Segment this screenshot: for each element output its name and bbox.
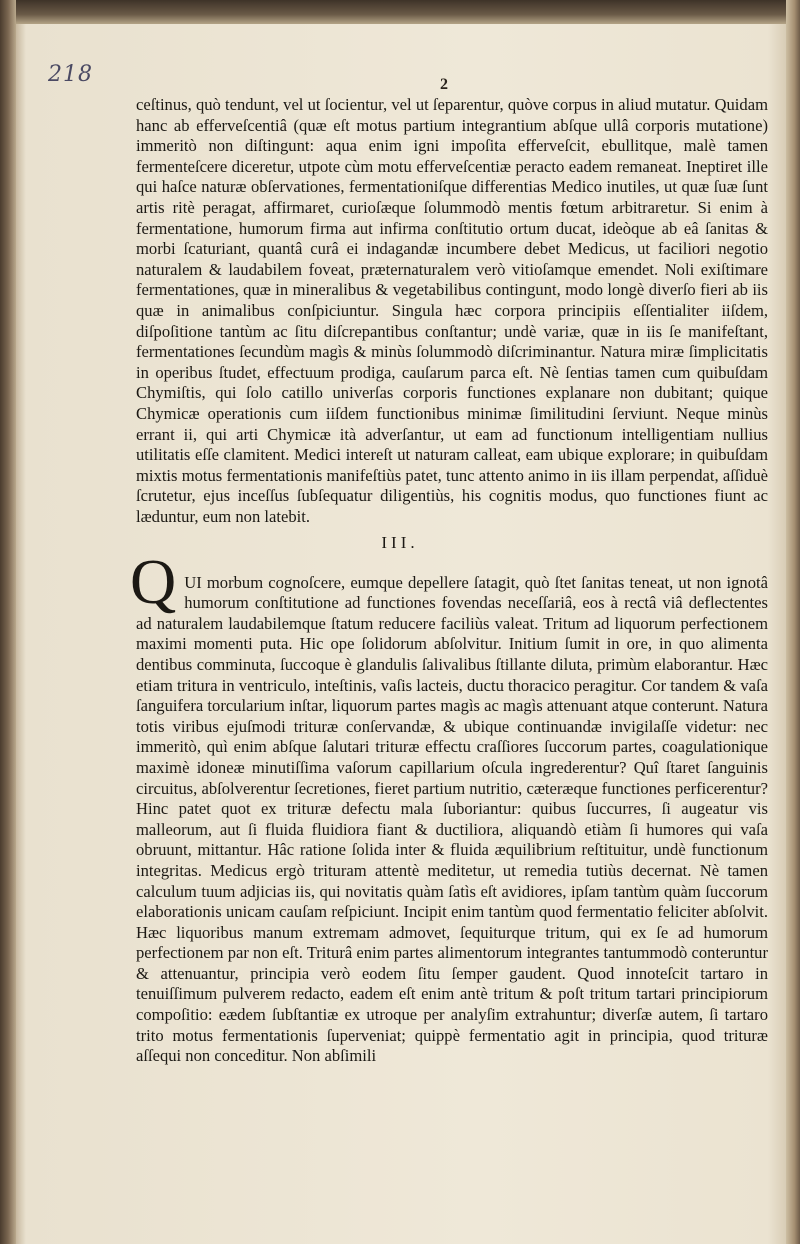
folio-number: 218 xyxy=(48,62,93,87)
paragraph-1: ceſtinus, quò tendunt, vel ut ſocientur, vel ut ſeparentur, quòve corpus in aliud mutatur. Quidam hanc ab efferveſcentiâ (quæ eſt motus partium integrantium abſque ullâ corporis mutatione) immeritò non diſtingunt: aqua enim igni impoſita efferveſcit, ebullitque, malè tamen fermenteſcere diceretur, utpote cùm motu efferveſcentiæ peracto eadem remaneat. Ineptiret ille qui haſce naturæ obſervationes, fermentationiſque differentias Medico inutiles, ut quæ ſuæ ſunt artis ritè peragat, affirmaret, curioſæque ſolummodò mentis fœtum arbitraretur. Si enim à fermentatione, humorum firma aut infirma conſtitutio ortum ducat, ideòque ab eâ ſanitas & morbi ſcaturiant, quantâ curâ ei indagandæ incumbere debet Medicus, ut faciliori negotio naturalem & laudabilem foveat, præternaturalem verò vitioſamque emendet. Noli exiſtimare fermentationes, quæ in mineralibus & vegetabilibus contingunt, modo longè diverſo fieri ab iis quæ in animalibus conſpiciuntur. Singula hæc corpora principiis eſſentialiter iiſdem, diſpoſitione tantùm ac ſitu diſcrepantibus conſtantur; undè variæ, quæ in iis ſe manifeſtant, fermentationes ſecundùm magìs & minùs ſolummodò diſcriminantur. Natura miræ ſimplicitatis in operibus ſtudet, effectuum prodiga, cauſarum parca eſt. Nè ſentias tamen cum quibuſdam Chymiſtis, qui ſolo catillo univerſas corporis functiones explanare non dubitant; quique Chymicæ operationis cum iiſdem functionibus minimæ ſimilitudini ſerviunt. Neque minùs errant ii, qui arti Chymicæ ità adverſantur, ut eam ad functionum intelligentiam nullius utilitatis eſſe clamitent. Medici intereſt ut naturam calleat, eam ubique explorare; in quibuſdam mixtis motus fermentationis manifeſtiùs patet, tunc attento animo in iis illam perpendat, aſſiduè ſcrutetur, ejus inceſſus ſubſequatur diligentiùs, his cognitis modus, quo functiones fiunt ac læduntur, eum non latebit. xyxy=(136,95,768,526)
page-fore-edge xyxy=(786,0,800,1244)
body-text-block-1 xyxy=(136,95,768,527)
section-heading: III. xyxy=(381,533,419,552)
book-spine-shadow xyxy=(0,0,800,24)
paragraph-2: UI morbum cognoſcere, eumque depellere ſatagit, quò ſtet ſanitas teneat, ut non ignotâ humorum conſtitutione ad functiones fovendas neceſſariâ, eos à rectâ viâ deflectentes ad naturalem laudabilemque ſtatum reducere faciliùs valeat. Tritum ad liquorum perfectionem maximi momenti puta. Hic ope ſolidorum abſolvitur. Initium ſumit in ore, in quo alimenta dentibus comminuta, ſuccoque è glandulis ſalivalibus ſtillante diluta, primùm elaborantur. Hæc etiam tritura in ventriculo, inteſtinis, vaſis lacteis, ductu thoracico peragitur. Cor tandem & vaſa ſanguifera torcularium inſtar, liquorum partes magìs ac magìs attenuant atque conterunt. Natura totis viribus ejuſmodi trituræ conſervandæ, & ubique continuandæ invigilaſſe videtur: nec immeritò, quì enim abſque ſalutari trituræ effectu craſſiores ſuccorum partes, coagulationique maximè idoneæ minutiſſima vaſorum capillarium oſcula ingrederentur? Quî ſtaret ſanguinis circuitus, abſolverentur ſecretiones, fieret partium nutritio, cæteræque functiones perficerentur? Hinc patet quot ex trituræ defectu mala ſuboriantur: quibus ſuccurres, ſi augeatur vis malleorum, aut ſi fluida fluidiora fiant & ductiliora, aliquandò etiàm ſi humores qui vaſa obruunt, mittantur. Hâc ratione ſolida inter & fluida æquilibrium reſtituitur, undè functionum integritas. Medicus ergò trituram attentè meditetur, ut remedia tutiùs decernat. Nè tamen calculum tuum adjicias iis, qui novitatis quàm ſatìs eſt avidiores, ipſam tantùm quàm ſuccorum elaborationis unicam cauſam reſpiciunt. Incipit enim tantùm quod fermentatio feliciter abſolvit. Hæc liquoribus manum extremam admovet, ſequiturque tritum, qui ex ſe ad humorum perfectionem par non eſt. Triturâ enim partes alimentorum integrantes tantummodò conteruntur & attenuantur, principia verò eodem ſitu ſemper gaudent. Quod innoteſcit tartaro in tenuiſſimum pulverem redacto, eadem eſt enim antè tritum & poſt tritum tartari principiorum compoſitio: eædem ſubſtantiæ ex utroque per analyſim extrahuntur; diverſæ autem, ſi tartaro trito motus fermentationis ſuperveniat; quippè fermentatio agit in principia, quod trituræ aſſequi non conceditur. Non abſimili xyxy=(136,572,768,1066)
body-text-block-2 xyxy=(130,546,768,1083)
page-gutter-edge xyxy=(0,0,16,1244)
signature-mark: 2 xyxy=(440,76,448,93)
drop-cap: Q xyxy=(130,546,177,617)
